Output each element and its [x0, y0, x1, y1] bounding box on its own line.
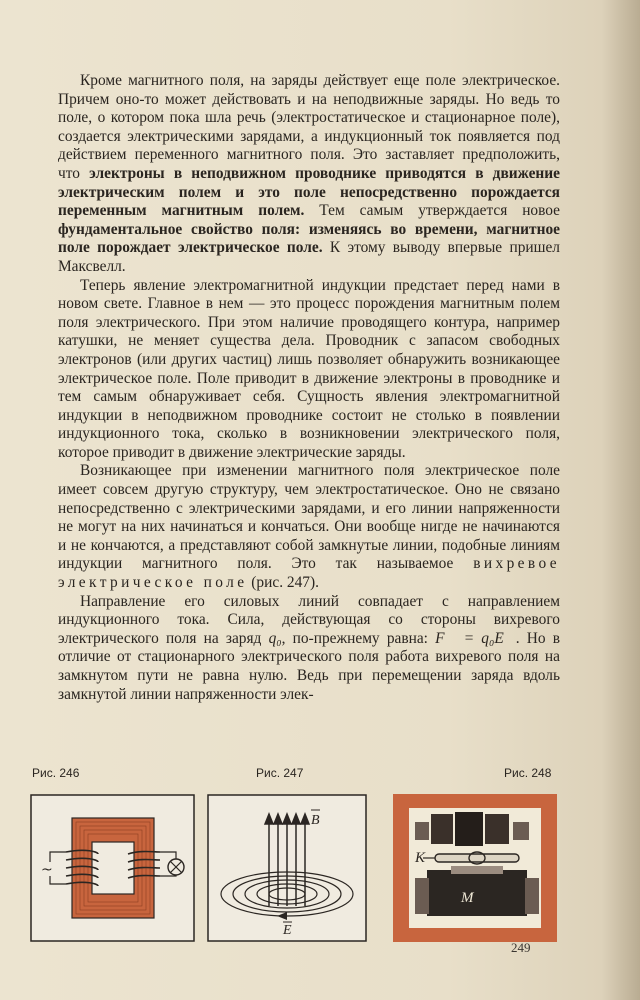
figure-248-device [393, 794, 557, 942]
text-segment: Возникающее при изменении магнитного поля электрическое поле имеет совсем другую структуру, чем электростатическое. Оно не связано непосредственно с электрическими зарядами, и его линии напряженности не могут на них начинаться и кончаться. Они вообще нигде не начинаются и не кончаются, а представляют собой замкнутые линии, подобные линиям индукции магнитного поля. Это так называемое [58, 462, 560, 573]
text-segment: Направление его силовых линий совпадает с направлением индукционного тока. Сила, действующая со стороны вихревого электрического поля на заряд [58, 592, 560, 647]
text-segment: фундаментальное свойство поля: изменяясь во времени, магнитное поле порождает электрическое поле. [58, 220, 560, 257]
figure-captions [0, 766, 640, 784]
caption-fig-246: Рис. 246 [32, 766, 80, 780]
ac-source-symbol: ~ [41, 862, 53, 878]
caption-fig-248: Рис. 248 [504, 766, 552, 780]
body-text [58, 72, 560, 704]
text-segment: Тем самым утверждается новое [304, 202, 561, 220]
text-segment: Теперь явление электромагнитной индукции предстает перед нами в новом свете. Главное в нем — это процесс порождения магнитным полем поля электрического. При этом наличие проводящего контура, например катушки, не меняет существа дела. Проводник с запасом свободных электронов (или других частиц) лишь позволяет обнаружить возникающее электрическое поле. Поле приводит в движение электроны в проводнике и тем самым обнаруживает себя. Сущность явления электромагнитной индукции в неподвижном проводнике состоит не столько в появлении индукционного тока, сколько в возникновении электрического поля, которое приводит в движение электрические заряды. [58, 276, 560, 461]
text-segment: . Но в отличие от стационарного электрического поля работа вихревого поля на замкнутом пути не равна нулю. Ведь при перемещении заряда вдоль замкнутой линии напряженности элек- [58, 629, 561, 703]
text-segment: К этому выводу впервые пришел Максвелл. [58, 239, 560, 275]
text-segment: Кроме магнитного поля, на заряды действует еще поле электрическое. Причем оно-то может действовать и на неподвижные заряды. Но ведь то поле, о котором пока шла речь (электростатическое и стационарное поле), создается электрическими зарядами, а индукционный ток появляется под действием переменного магнитного поля. Это заставляет предположить, что [58, 72, 560, 182]
paragraph-2 [58, 277, 560, 463]
text-segment: вихревое электрическое поле [58, 555, 560, 592]
paragraph-1 [58, 72, 560, 277]
figure-247-vortex-field [207, 794, 367, 942]
paragraph-4 [58, 593, 560, 705]
caption-fig-247: Рис. 247 [256, 766, 304, 780]
text-segment: q₀ [268, 629, 282, 647]
paragraph-3 [58, 462, 560, 592]
text-segment: F⃗ = q₀E⃗ [435, 629, 516, 647]
figure-246-transformer [30, 794, 195, 942]
page-number: 249 [511, 940, 531, 955]
text-segment: (рис. 247). [247, 574, 319, 592]
label-e: E [283, 923, 292, 938]
label-m: M [461, 890, 474, 906]
text-segment: , по-прежнему равна: [281, 629, 436, 647]
label-k: K [415, 850, 426, 866]
text-segment: электроны в неподвижном проводнике приводятся в движение электрическим полем и это поле непосредственно порождается переменным магнитным полем. [58, 164, 560, 220]
label-b: B [311, 813, 320, 828]
lamp-icon [168, 859, 184, 875]
